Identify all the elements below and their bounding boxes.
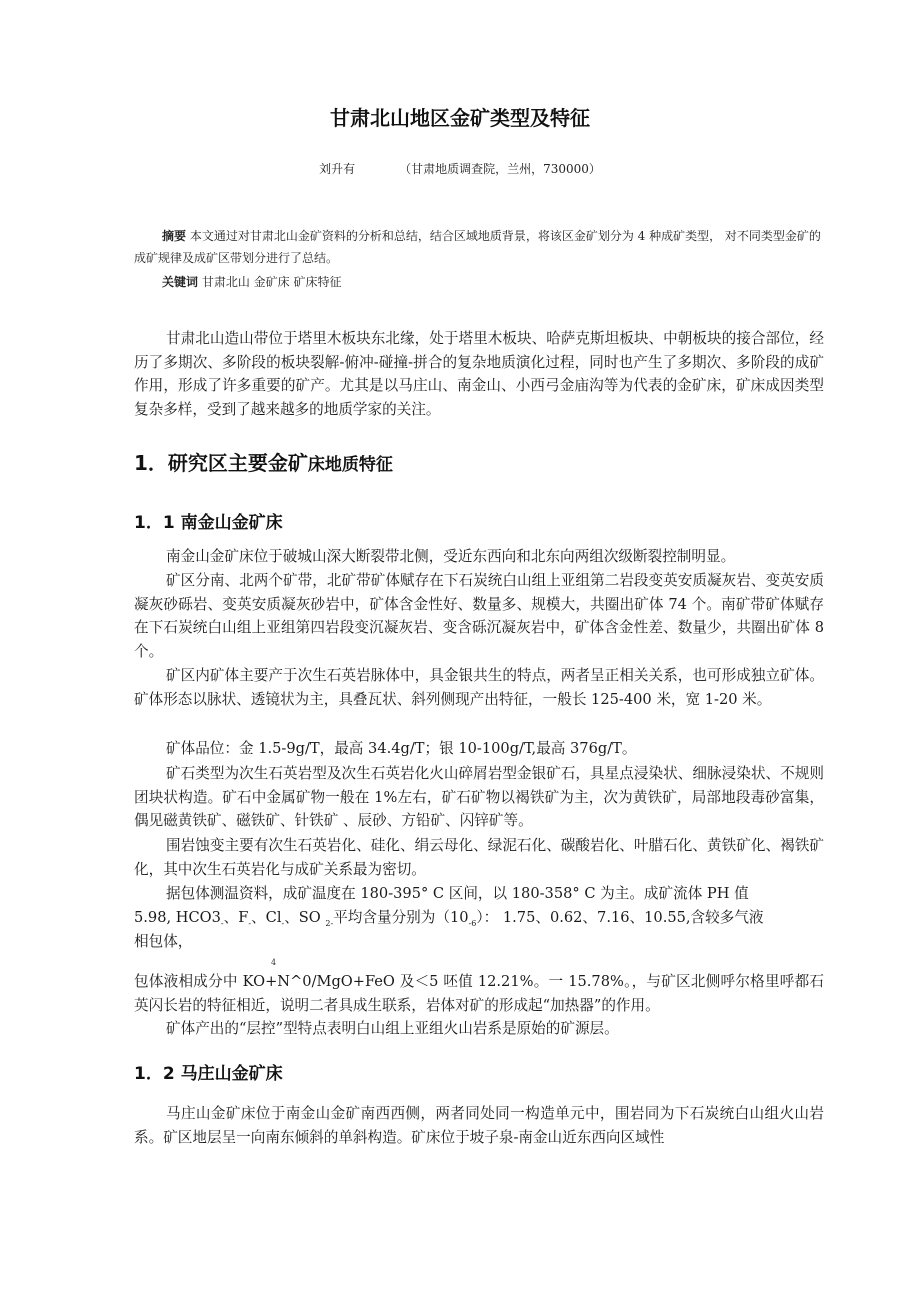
abstract bbox=[134, 225, 824, 269]
section-1-title-main: 研究区主要金矿 bbox=[167, 451, 308, 475]
abstract-text: 本文通过对甘肃北山金矿资料的分析和总结，结合区域地质背景，将该区金矿划分为 4 种成矿类型， 对不同类型金矿的成矿规律及成矿区带划分进行了总结。 bbox=[134, 229, 821, 265]
paragraph: 矿体品位：金 1.5-9g/T，最高 34.4g/T；银 10-100g/T,最高 376g/T。 bbox=[166, 740, 637, 757]
paragraph-formula-line: 5.98, $HCO3_-$、$F_-$、$Cl_-$、SO $_{2-}$平均含量分别为$(10_{-6})$： 1.75、0.62、7.16、10.55,含较多气液 bbox=[134, 909, 764, 928]
keywords bbox=[162, 271, 341, 293]
abstract-label: 摘要 bbox=[162, 229, 187, 243]
section-1-title-small: 床地质特征 bbox=[307, 455, 393, 475]
paragraph: 据包体测温资料，成矿温度在 180-395° C 区间，以 180-358° C 为主。成矿流体 PH 值 bbox=[166, 885, 749, 902]
paragraph: 矿石类型为次生石英岩型及次生石英岩化火山碎屑岩型金银矿石，具星点浸染状、细脉浸染状、不规则团块状构造。矿石中金属矿物一般在 1%左右，矿石矿物以褐铁矿为主，次为黄铁矿，局部地段毒砂富集，偶见磁黄铁矿、磁铁矿、针铁矿 、辰砂、方铅矿、闪锌矿等。 bbox=[134, 765, 824, 829]
section-1-heading bbox=[134, 447, 393, 476]
intro-paragraph: 甘肃北山造山带位于塔里木板块东北缘，处于塔里木板块、哈萨克斯坦板块、中朝板块的接合部位，经历了多期次、多阶段的板块裂解-俯冲-碰撞-拼合的复杂地质演化过程，同时也产生了多期次、多阶段的成矿作用，形成了许多重要的矿产。尤其是以马庄山、南金山、小西弓金庙沟等为代表的金矿床，矿床成因类型复杂多样，受到了越来越多的地质学家的关注。 bbox=[134, 330, 824, 418]
section-1-1-heading: 1．1 南金山金矿床 bbox=[134, 513, 283, 533]
paragraph: 包体液相成分中 KO+N^0/MgO+FeO 及＜5 呸值 12.21%。一 15.78%。，与矿区北侧呼尔格里呼都石英闪长岩的特征相近，说明二者具成生联系，岩体对矿的形成起“加热器”的作用。 bbox=[134, 973, 824, 1014]
document-title: 甘肃北山地区金矿类型及特征 bbox=[330, 106, 590, 130]
keywords-label: 关键词 bbox=[162, 275, 199, 289]
paragraph: 矿体产出的“层控”型特点表明白山组上亚组火山岩系是原始的矿源层。 bbox=[166, 1020, 619, 1037]
section-1-2-heading: 1．2 马庄山金矿床 bbox=[134, 1064, 283, 1084]
paragraph: 马庄山金矿床位于南金山金矿南西西侧，两者同处同一构造单元中，围岩同为下石炭统白山组火山岩系。矿区地层呈一向南东倾斜的单斜构造。矿床位于坡子泉-南金山近东西向区域性 bbox=[134, 1105, 824, 1146]
keywords-text: 甘肃北山 金矿床 矿床特征 bbox=[201, 275, 342, 289]
author-affiliation: （甘肃地质调查院，兰州，730000） bbox=[399, 162, 601, 176]
paragraph: 矿区内矿体主要产于次生石英岩脉体中，具金银共生的特点，两者呈正相关关系，也可形成独立矿体。矿体形态以脉状、透镜状为主，具叠瓦状、斜列侧现产出特征，一般长 125-400 米，宽 1-20 米。 bbox=[134, 667, 824, 708]
paragraph: 相包体， bbox=[134, 933, 193, 950]
author-name: 刘升有 bbox=[319, 162, 356, 176]
paragraph: 南金山金矿床位于破城山深大断裂带北侧，受近东西向和北东向两组次级断裂控制明显。 bbox=[166, 548, 736, 565]
paragraph: 围岩蚀变主要有次生石英岩化、硅化、绢云母化、绿泥石化、碳酸岩化、叶腊石化、黄铁矿化、褐铁矿化，其中次生石英岩化与成矿关系最为密切。 bbox=[134, 837, 824, 878]
footnote-number: 4 bbox=[271, 958, 277, 967]
paragraph: 矿区分南、北两个矿带，北矿带矿体赋存在下石炭统白山组上亚组第二岩段变英安质凝灰岩、变英安质凝灰砂砾岩、变英安质凝灰砂岩中，矿体含金性好、数量多、规模大，共圈出矿体 74 个。南矿带矿体赋存在下石炭统白山组上亚组第四岩段变沉凝灰岩、变含砾沉凝灰岩中，矿体含金性差、数量少，共圈出矿体 8 个。 bbox=[134, 572, 824, 660]
byline bbox=[0, 160, 920, 177]
section-1-number: 1． bbox=[134, 451, 168, 475]
